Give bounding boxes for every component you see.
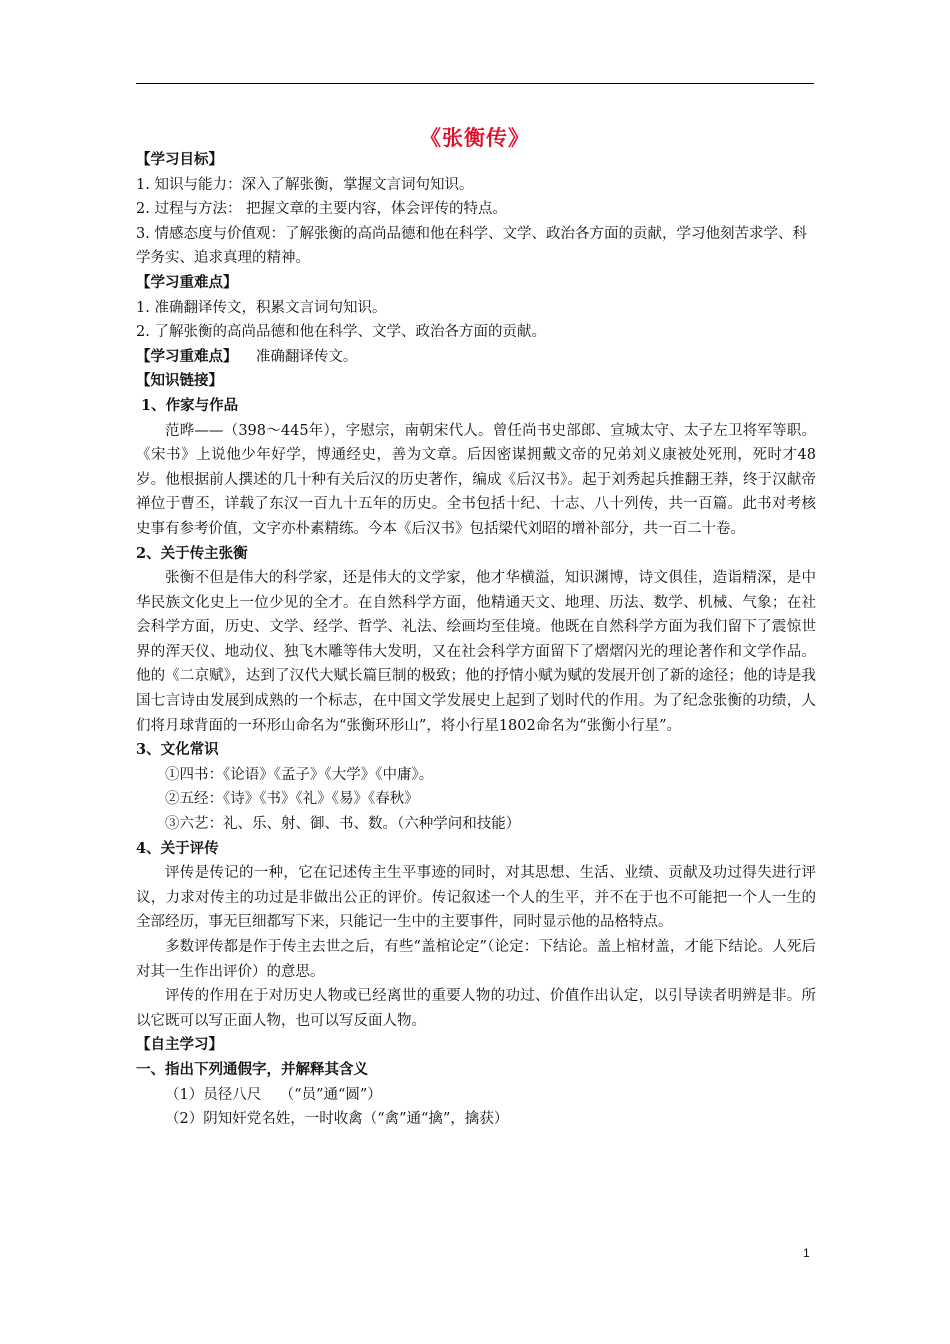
objective-item: 2. 过程与方法： 把握文章的主要内容，体会评传的特点。 [136,201,508,218]
culture-item: ①四书：《论语》《孟子》《大学》《中庸》。 [165,766,434,783]
objectives-heading: 【学习目标】 [136,151,223,168]
section-4-paragraph: 评传的作用在于对历史人物或已经离世的重要人物的功过、价值作出认定，以引导读者明辨是非。所以它既可以写正面人物，也可以写反面人物。 [136,988,816,1029]
difficult-points-text: 准确翻译传文。 [237,348,358,365]
section-3-heading: 3、文化常识 [136,741,219,759]
section-4-paragraph: 多数评传都是作于传主去世之后，有些“盖棺论定”（论定：下结论。盖上棺材盖，才能下结论。人死后对其一生作出评价）的意思。 [136,939,816,980]
difficult-points-heading: 【学习重难点】 [136,347,238,365]
key-points-heading: 【学习重难点】 [136,273,238,291]
page-title: 《张衡传》 [420,125,530,150]
culture-item: ③六艺：礼、乐、射、御、书、数。（六种学问和技能） [165,816,521,833]
culture-item: ②五经：《诗》《书》《礼》《易》《春秋》 [165,791,419,808]
objective-item: 1. 知识与能力：深入了解张衡，掌握文言词句知识。 [136,176,474,193]
objective-item: 3. 情感态度与价值观：了解张衡的高尚品德和他在科学、文学、政治各方面的贡献，学习他刻苦求学、科学务实、追求真理的精神。 [136,225,807,267]
key-point-item: 1. 准确翻译传文，积累文言词句知识。 [136,299,387,316]
knowledge-heading: 【知识链接】 [136,372,223,390]
header-rule [136,83,814,84]
question-1-item: （2）阴知奸党名姓，一时收禽（“禽”通“擒”，擒获） [165,1111,509,1128]
section-4-heading: 4、关于评传 [136,839,219,857]
question-1-item: （1）员径八尺 （“员”通“圆”） [165,1086,382,1103]
page-number: 1 [803,1246,810,1260]
section-2-heading: 2、关于传主张衡 [136,544,248,562]
section-1-heading: 1、作家与作品 [136,396,239,414]
document-body [136,148,816,1132]
section-4-paragraph: 评传是传记的一种，它在记述传主生平事迹的同时，对其思想、生活、业绩、贡献及功过得失进行评议，力求对传主的功过是非做出公正的评价。传记叙述一个人的生平，并不在于也不可能把一个人一生的全部经历，事无巨细都写下来，只能记一生中的主要事件，同时显示他的品格特点。 [136,865,816,931]
difficult-points-line [136,345,816,370]
self-study-heading: 【自主学习】 [136,1036,223,1054]
question-1-heading: 一、指出下列通假字，并解释其含义 [136,1060,368,1078]
key-point-item: 2. 了解张衡的高尚品德和他在科学、文学、政治各方面的贡献。 [136,324,546,341]
section-1-text: 范晔——（398～445年），字慰宗，南朝宋代人。曾任尚书史部郎、宣城太守、太子左卫将军等职。《宋书》上说他少年好学，博通经史，善为文章。后因密谋拥戴文帝的兄弟刘义康被处死刑，死时才48岁。他根据前人撰述的几十种有关后汉的历史著作，编成《后汉书》。起于刘秀起兵推翻王莽，终于汉献帝禅位于曹丕，详载了东汉一百九十五年的历史。全书包括十纪、十志、八十列传，共一百篇。此书对考核史事有参考价值，文字亦朴素精练。今本《后汉书》包括梁代刘昭的增补部分，共一百二十卷。 [136,422,816,537]
section-2-text: 张衡不但是伟大的科学家，还是伟大的文学家，他才华横溢，知识渊博，诗文俱佳，造诣精深，是中华民族文化史上一位少见的全才。在自然科学方面，他精通天文、地理、历法、数学、机械、气象；在社会科学方面，历史、文学、经学、哲学、礼法、绘画均至佳境。他既在自然科学方面为我们留下了震惊世界的浑天仪、地动仪、独飞木雕等伟大发明，又在社会科学方面留下了熠熠闪光的理论著作和文学作品。他的《二京赋》，达到了汉代大赋长篇巨制的极致；他的抒情小赋为赋的发展开创了新的途径；他的诗是我国七言诗由发展到成熟的一个标志，在中国文学发展史上起到了划时代的作用。为了纪念张衡的功绩，人们将月球背面的一环形山命名为“张衡环形山”，将小行星1802命名为“张衡小行星”。 [136,570,816,734]
